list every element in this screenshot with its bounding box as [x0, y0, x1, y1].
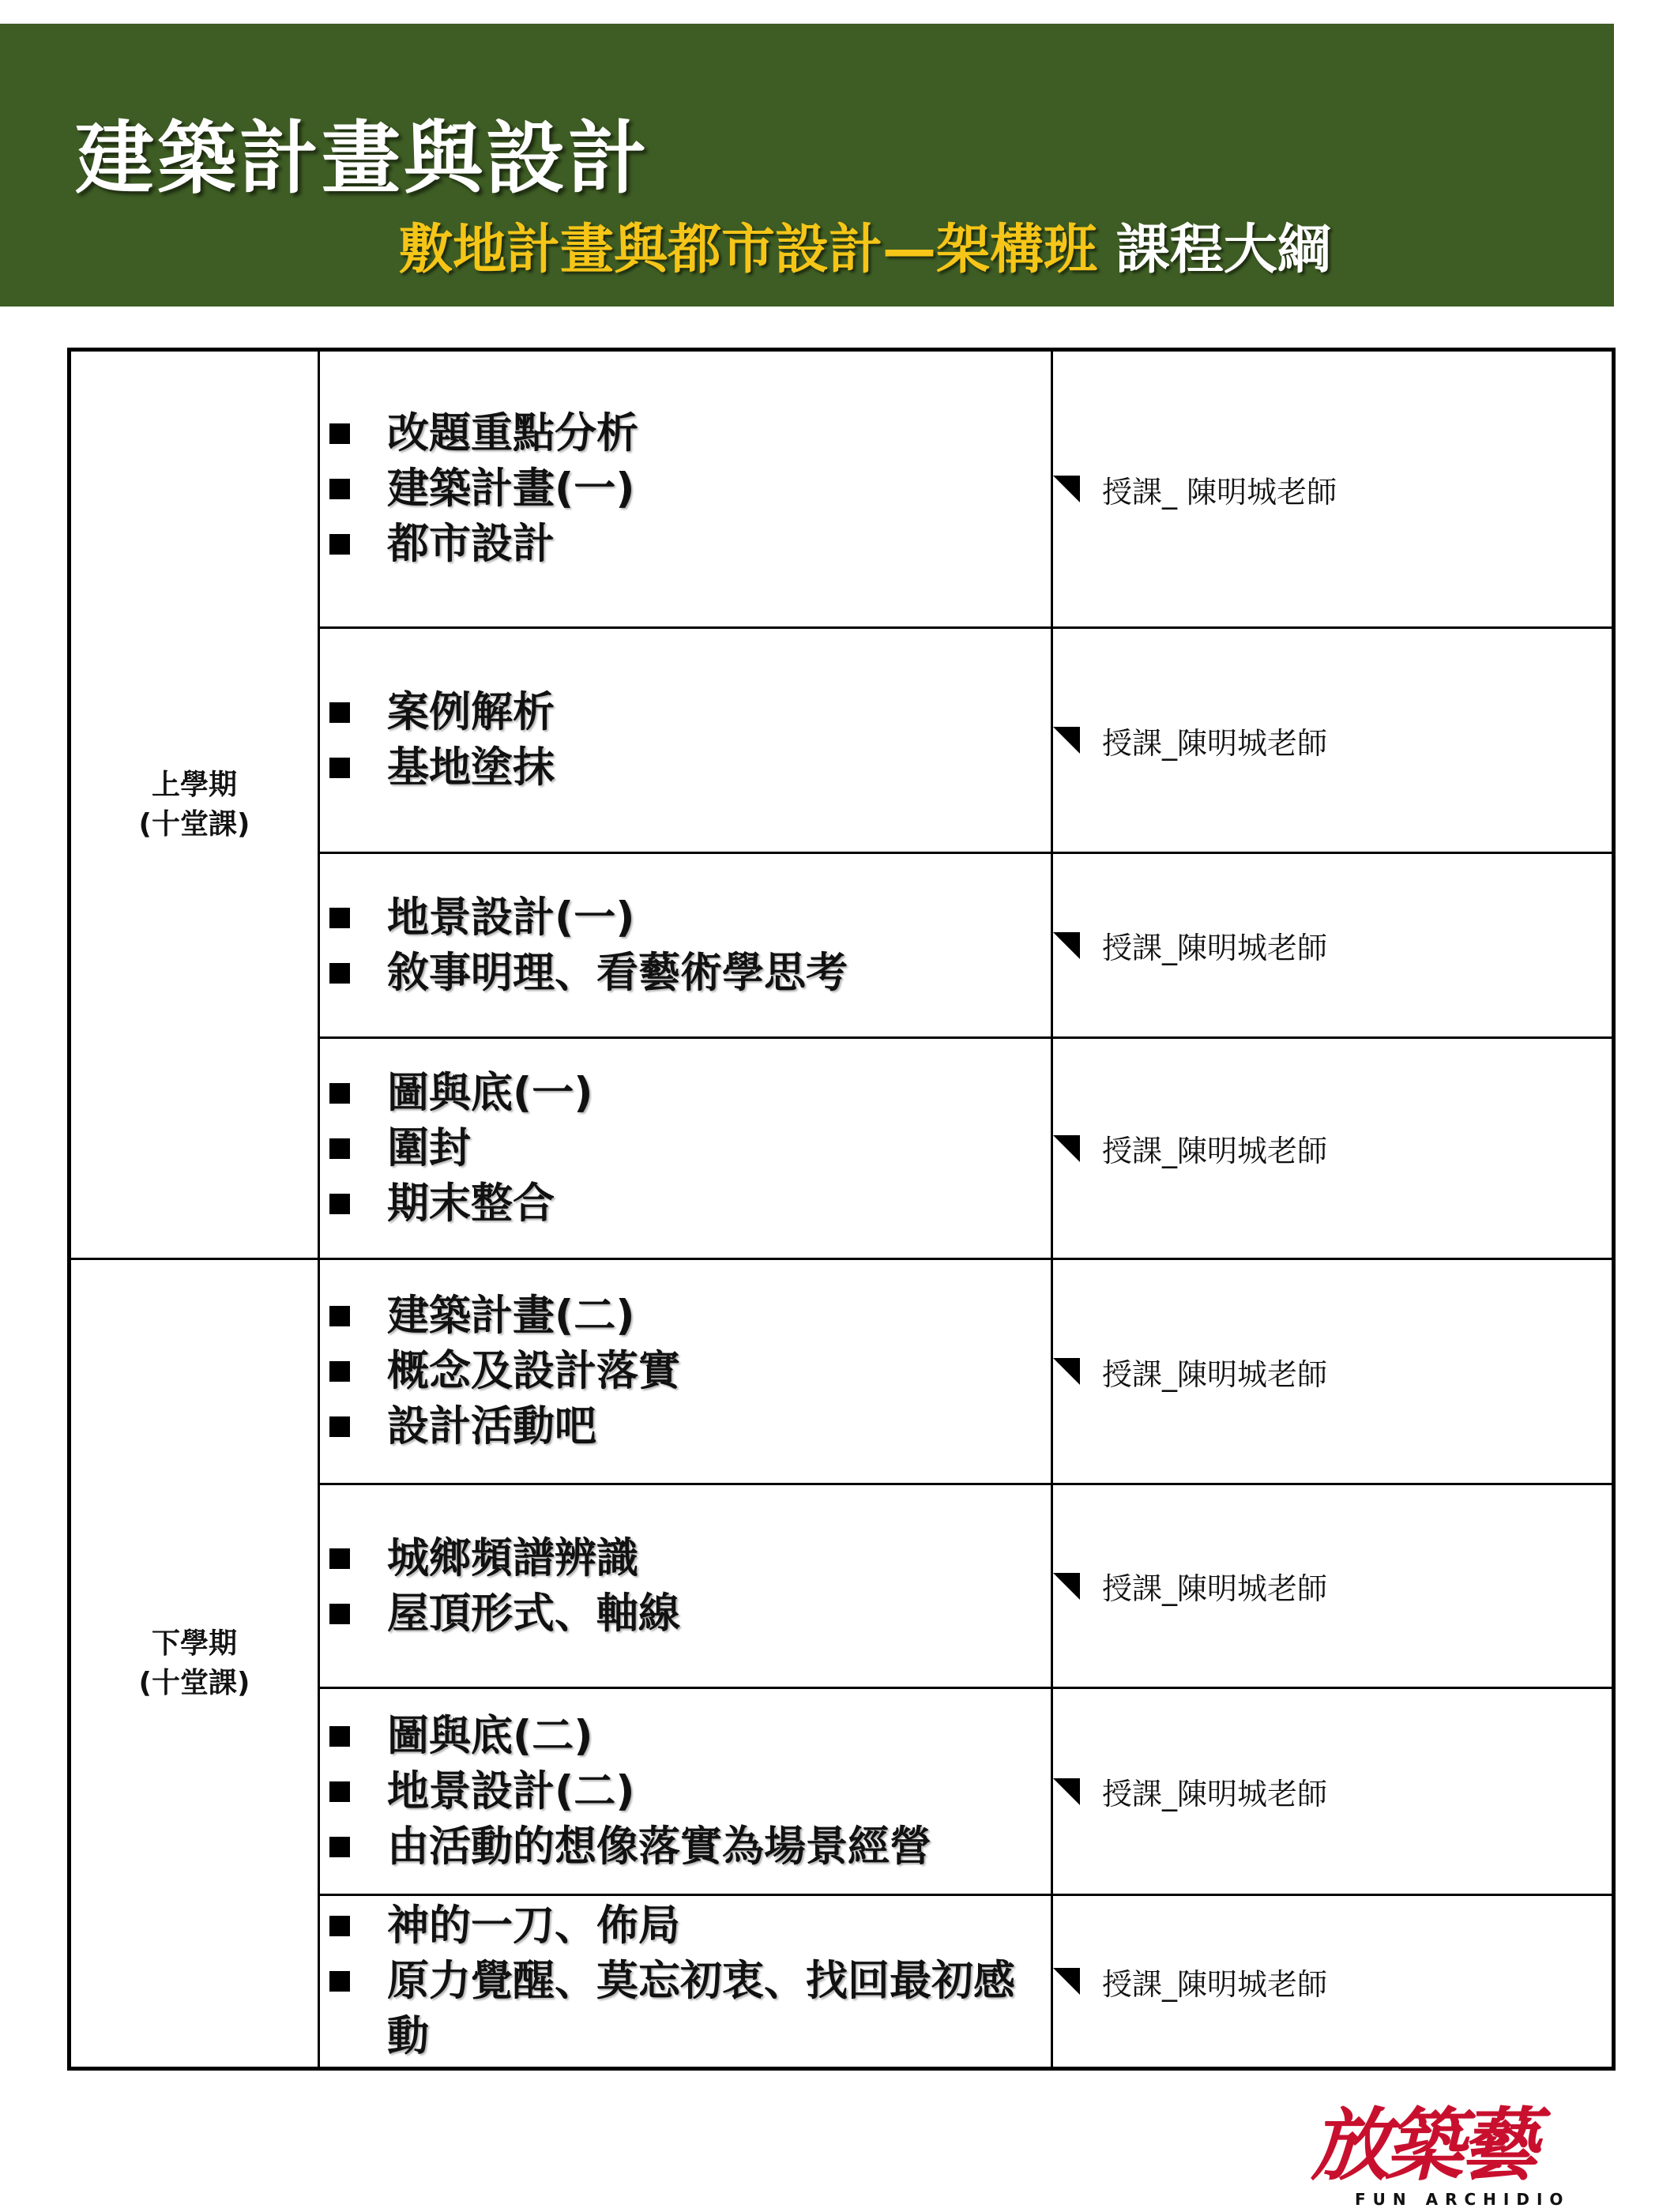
topic-item: 地景設計(二): [320, 1764, 1051, 1819]
teacher-cell: [1052, 1038, 1614, 1259]
teacher-label: 授課_陳明城老師: [1102, 1134, 1328, 1168]
course-row: [70, 1259, 1614, 1484]
topic-list: [320, 685, 1051, 796]
topic-item: 建築計畫(二): [320, 1288, 1051, 1344]
topic-item: 神的一刀、佈局: [320, 1898, 1051, 1954]
topic-item: 改題重點分析: [320, 406, 1051, 461]
term-sessions: (十堂課): [138, 807, 250, 841]
teacher-cell: [1052, 1484, 1614, 1688]
logo-calligraphy: 放築藝: [1311, 2098, 1533, 2191]
teacher-label: 授課_陳明城老師: [1102, 725, 1328, 761]
topic-list: [320, 1066, 1051, 1232]
corner-triangle-icon: [1053, 476, 1080, 502]
topic-item: 由活動的想像落實為場景經營: [320, 1819, 1051, 1875]
topic-item: 圖與底(二): [320, 1709, 1051, 1764]
teacher-cell: [1052, 350, 1614, 628]
topic-item: 城鄉頻譜辨識: [320, 1531, 1051, 1586]
teacher-cell: [1052, 628, 1614, 853]
teacher-line: [1053, 924, 1612, 967]
topic-list: [320, 1531, 1051, 1642]
topic-item: 屋頂形式、軸線: [320, 1586, 1051, 1642]
page-title: 建築計畫與設計: [75, 112, 650, 205]
topic-item: 敘事明理、看藝術學思考: [320, 946, 1051, 1001]
topic-list: [320, 1709, 1051, 1875]
logo-subtext: FUN ARCHIDIO: [1355, 2190, 1571, 2209]
topic-item: 設計活動吧: [320, 1399, 1051, 1454]
course-outline-table: [67, 348, 1616, 2071]
teacher-label: 授課_陳明城老師: [1102, 1777, 1328, 1811]
term-cell: [70, 1259, 319, 2069]
topic-list: [320, 1898, 1051, 2064]
teacher-label: 授課_陳明城老師: [1102, 1356, 1328, 1392]
topic-item: 圖與底(一): [320, 1066, 1051, 1121]
corner-triangle-icon: [1053, 1968, 1080, 1995]
teacher-line: [1053, 1770, 1612, 1813]
teacher-line: [1053, 1127, 1612, 1170]
topic-item: 都市設計: [320, 517, 1051, 572]
teacher-line: [1053, 468, 1612, 511]
topic-cell: [319, 853, 1052, 1038]
term-name: 上學期: [151, 768, 237, 801]
subtitle-course-name: 敷地計畫與都市設計—架構班: [399, 219, 1098, 281]
teacher-cell: [1052, 1895, 1614, 2069]
corner-triangle-icon: [1053, 1135, 1080, 1162]
topic-item: 期末整合: [320, 1176, 1051, 1232]
teacher-line: [1053, 1960, 1612, 2003]
corner-triangle-icon: [1053, 727, 1080, 754]
term-sessions: (十堂課): [138, 1666, 250, 1699]
teacher-cell: [1052, 853, 1614, 1038]
teacher-label: 授課_陳明城老師: [1102, 1966, 1328, 2002]
topic-list: [320, 406, 1051, 572]
corner-triangle-icon: [1053, 1778, 1080, 1805]
topic-cell: [319, 1038, 1052, 1259]
teacher-label: 授課_ 陳明城老師: [1102, 474, 1337, 510]
course-row: [70, 350, 1614, 628]
term-cell: [70, 350, 319, 1259]
topic-item: 建築計畫(一): [320, 461, 1051, 517]
teacher-line: [1053, 1564, 1612, 1608]
corner-triangle-icon: [1053, 932, 1080, 959]
subtitle-suffix: 課程大綱: [1097, 219, 1331, 281]
teacher-label: 授課_陳明城老師: [1102, 1571, 1328, 1606]
teacher-cell: [1052, 1259, 1614, 1484]
topic-item: 原力覺醒、莫忘初衷、找回最初感動: [320, 1954, 1051, 2064]
teacher-line: [1053, 1350, 1612, 1394]
brand-logo: [1268, 2098, 1576, 2209]
topic-item: 概念及設計落實: [320, 1344, 1051, 1399]
topic-cell: [319, 1895, 1052, 2069]
topic-item: 案例解析: [320, 685, 1051, 740]
topic-cell: [319, 628, 1052, 853]
topic-cell: [319, 1259, 1052, 1484]
topic-item: 基地塗抹: [320, 740, 1051, 796]
topic-list: [320, 1288, 1051, 1454]
topic-item: 圍封: [320, 1121, 1051, 1176]
page-header: [0, 24, 1614, 307]
corner-triangle-icon: [1053, 1358, 1080, 1385]
page-subtitle: [399, 207, 1331, 284]
topic-cell: [319, 1688, 1052, 1895]
topic-cell: [319, 1484, 1052, 1688]
topic-item: 地景設計(一): [320, 890, 1051, 946]
term-name: 下學期: [151, 1627, 237, 1660]
teacher-cell: [1052, 1688, 1614, 1895]
topic-cell: [319, 350, 1052, 628]
corner-triangle-icon: [1053, 1573, 1080, 1600]
topic-list: [320, 890, 1051, 1001]
teacher-line: [1053, 719, 1612, 762]
teacher-label: 授課_陳明城老師: [1102, 931, 1328, 965]
